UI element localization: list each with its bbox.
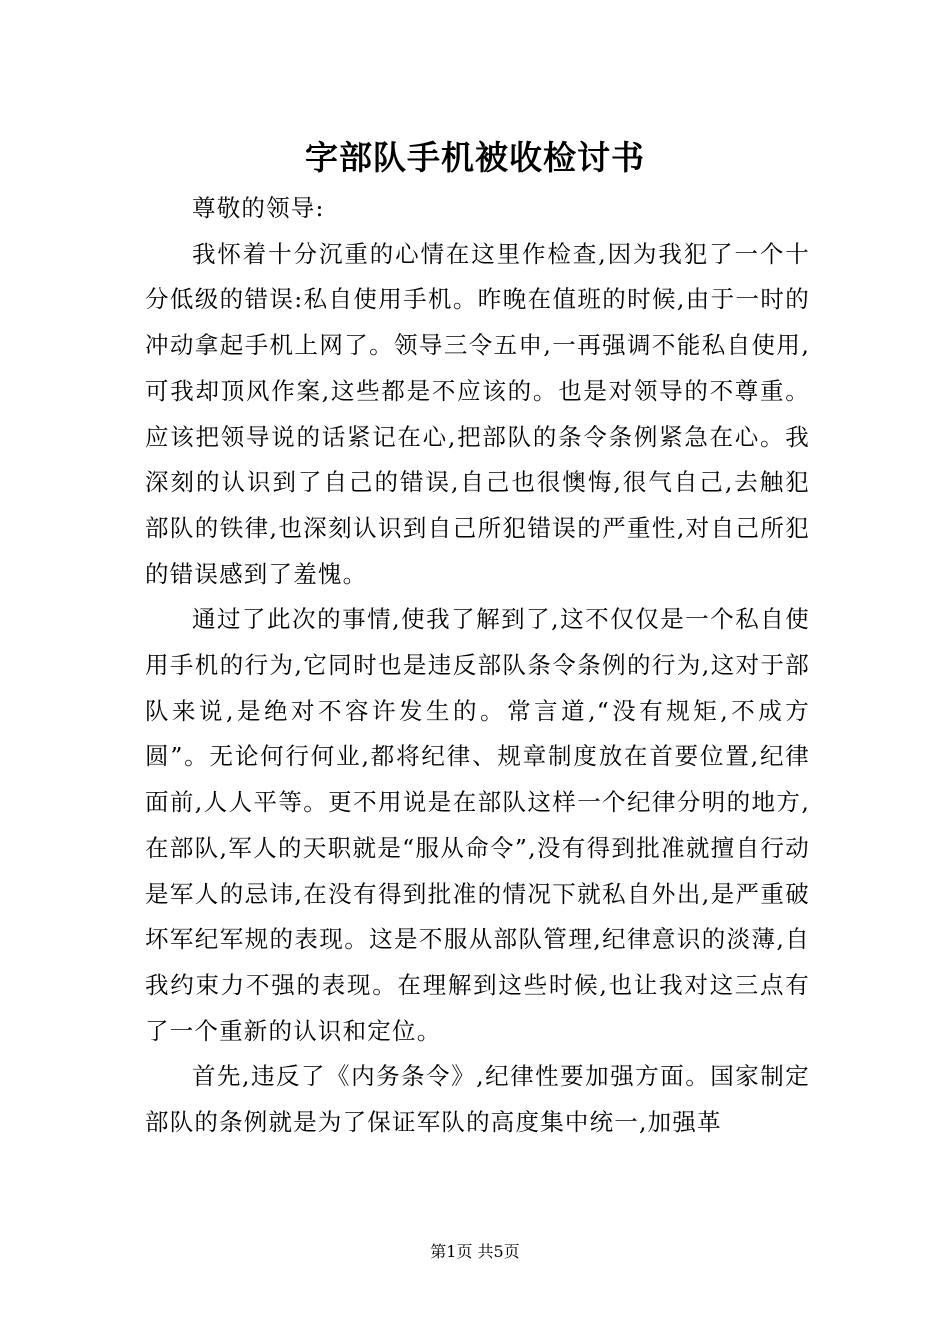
document-body [145,186,810,1146]
paragraph: 通过了此次的事情,使我了解到了,这不仅仅是一个私自使用手机的行为,它同时也是违反部队条令条例的行为,这对于部队来说,是绝对不容许发生的。常言道,“没有规矩,不成方圆”。无论何行何业,都将纪律、规章制度放在首要位置,纪律面前,人人平等。更不用说是在部队这样一个纪律分明的地方,在部队,军人的天职就是“服从命令”,没有得到批准就擅自行动是军人的忌讳,在没有得到批准的情况下就私自外出,是严重破坏军纪军规的表现。这是不服从部队管理,纪律意识的淡薄,自我约束力不强的表现。在理解到这些时候,也让我对这三点有了一个重新的认识和定位。 [145,605,810,1045]
paragraph: 我怀着十分沉重的心情在这里作检查,因为我犯了一个十分低级的错误:私自使用手机。昨晚在值班的时候,由于一时的冲动拿起手机上网了。领导三令五申,一再强调不能私自使用,可我却顶风作案,这些都是不应该的。也是对领导的不尊重。应该把领导说的话紧记在心,把部队的条令条例紧急在心。我深刻的认识到了自己的错误,自己也很懊悔,很气自己,去触犯部队的铁律,也深刻认识到自己所犯错误的严重性,对自己所犯的错误感到了羞愧。 [145,239,810,588]
document-title: 字部队手机被收检讨书 [305,138,645,177]
salutation: 尊敬的领导: [192,194,325,222]
paragraph: 首先,违反了《内务条令》,纪律性要加强方面。国家制定部队的条例就是为了保证军队的高度集中统一,加强革 [145,1062,810,1137]
page-number-footer: 第1页 共5页 [430,1242,520,1261]
